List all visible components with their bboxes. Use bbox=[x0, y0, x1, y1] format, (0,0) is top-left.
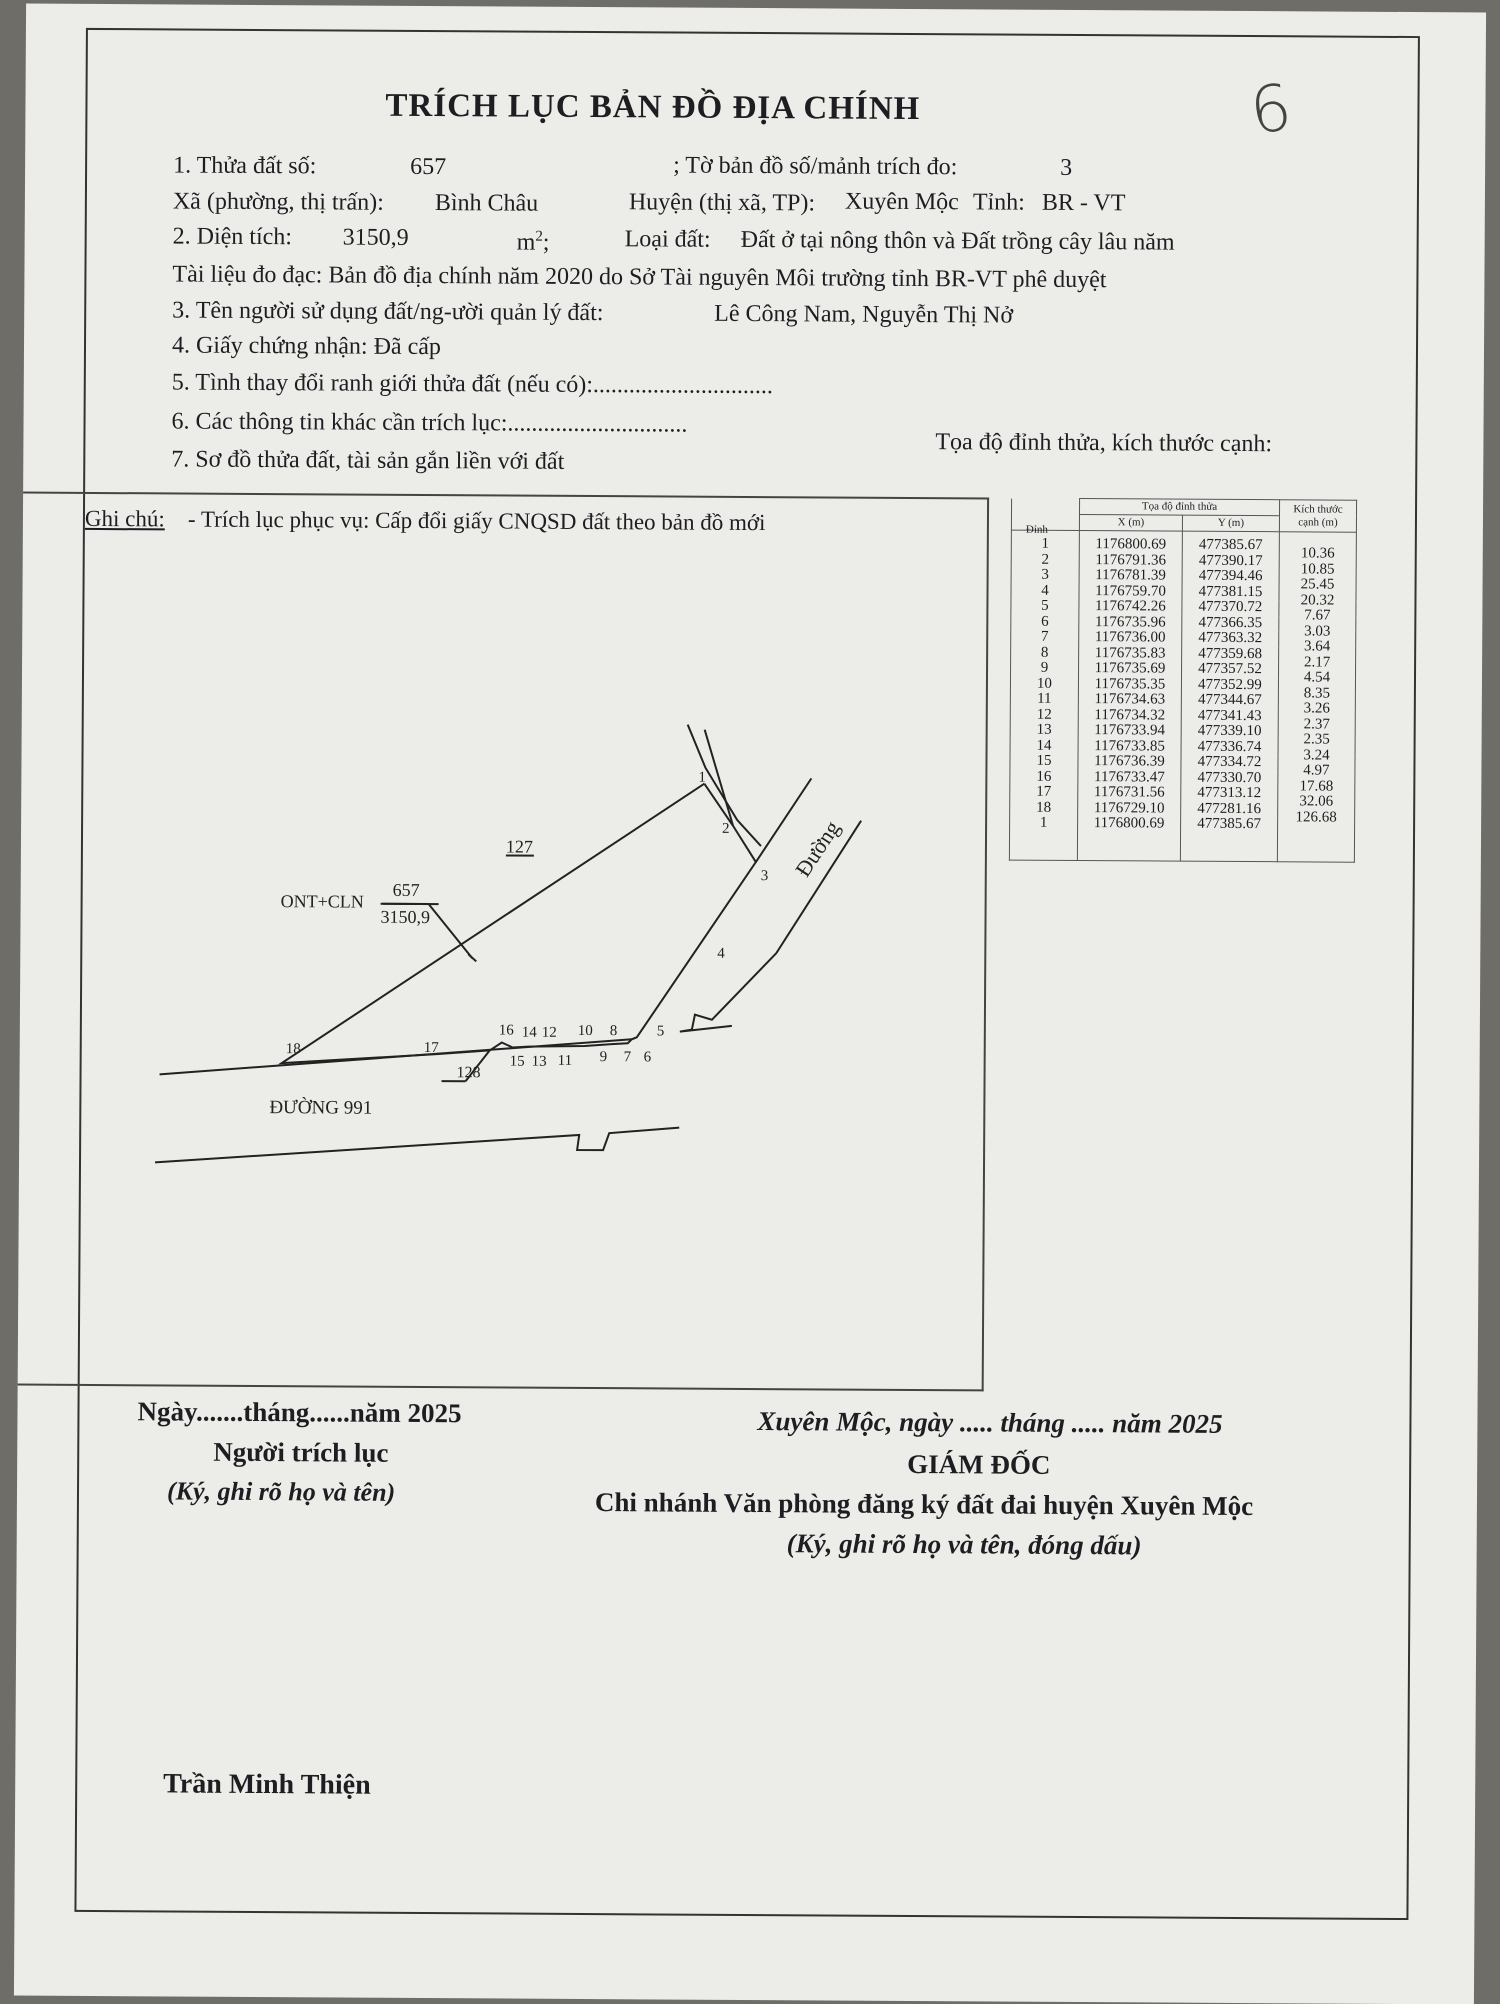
edge-length-cell: 32.06 bbox=[1278, 794, 1355, 810]
vertex-cell: 15 bbox=[1010, 754, 1078, 770]
y-coordinate-cell: 477359.68 bbox=[1182, 646, 1279, 662]
vertex-cell: 8 bbox=[1011, 645, 1079, 661]
vertex-cell: 7 bbox=[1011, 630, 1079, 646]
vertex-label: 15 bbox=[510, 1054, 525, 1070]
y-coordinate-cell: 477385.67 bbox=[1182, 531, 1279, 554]
page-title: TRÍCH LỤC BẢN ĐỒ ĐỊA CHÍNH bbox=[385, 88, 920, 128]
edge-length-cell: 8.35 bbox=[1278, 686, 1355, 702]
vertex-label: 1 bbox=[698, 770, 706, 786]
signer-name: Trần Minh Thiện bbox=[163, 1768, 371, 1801]
x-coordinate-cell: 1176800.69 bbox=[1079, 531, 1182, 554]
y-coordinate-cell: 477281.16 bbox=[1181, 801, 1278, 817]
map-sheet-label: ; Tờ bản đồ số/mảnh trích đo: bbox=[673, 153, 957, 182]
edge-length-cell: 4.97 bbox=[1278, 763, 1355, 779]
note-label: Ghi chú: bbox=[85, 506, 165, 532]
certificate-status: 4. Giấy chứng nhận: Đã cấp bbox=[172, 332, 441, 361]
y-coordinate-cell: 477363.32 bbox=[1182, 631, 1279, 647]
vertex-label: 9 bbox=[600, 1049, 608, 1065]
vertex-cell: 18 bbox=[1010, 800, 1078, 816]
vertex-cell: 1 bbox=[1011, 530, 1079, 552]
parcel-number: 657 bbox=[410, 154, 446, 181]
area-value: 3150,9 bbox=[343, 224, 409, 251]
vertex-label: 18 bbox=[286, 1041, 301, 1057]
table-group-header: Tọa độ đỉnh thửa bbox=[1079, 499, 1279, 516]
y-coordinate-cell: 477394.46 bbox=[1182, 569, 1279, 585]
land-type-label: Loại đất: bbox=[625, 226, 711, 254]
edge-length-cell: 7.67 bbox=[1279, 608, 1356, 624]
parcel-number-label-map: 657 bbox=[393, 880, 420, 900]
other-info: 6. Các thông tin khác cần trích lục:.............................. bbox=[171, 408, 687, 438]
vertex-cell: 11 bbox=[1010, 692, 1078, 708]
y-coordinate-cell: 477344.67 bbox=[1181, 693, 1278, 709]
vertex-cell: 14 bbox=[1010, 738, 1078, 754]
y-coordinate-cell: 477352.99 bbox=[1181, 677, 1278, 693]
y-coordinate-cell: 477341.43 bbox=[1181, 708, 1278, 724]
side-road-tick bbox=[468, 954, 476, 961]
area-label: 2. Diện tích: bbox=[173, 223, 292, 251]
side-road-east-edge bbox=[680, 820, 861, 1033]
x-coordinate-cell: 1176729.10 bbox=[1078, 800, 1181, 816]
edge-length-cell: 17.68 bbox=[1278, 779, 1355, 795]
edge-length-cell: 4.54 bbox=[1278, 670, 1355, 686]
vertex-coordinate-table bbox=[1009, 498, 1357, 863]
area-unit: $m^2$; bbox=[517, 229, 550, 257]
vertex-cell: 2 bbox=[1011, 552, 1079, 568]
y-coordinate-cell: 477339.10 bbox=[1181, 724, 1278, 740]
x-coordinate-cell: 1176742.26 bbox=[1079, 599, 1182, 615]
y-coordinate-cell: 477381.15 bbox=[1182, 584, 1279, 600]
x-coordinate-cell: 1176759.70 bbox=[1079, 584, 1182, 600]
x-coordinate-cell: 1176735.96 bbox=[1079, 615, 1182, 631]
vertex-label: 7 bbox=[624, 1049, 632, 1065]
x-coordinate-cell: 1176735.83 bbox=[1079, 646, 1182, 662]
right-date: Xuyên Mộc, ngày ..... tháng ..... năm 2025 bbox=[757, 1406, 1222, 1440]
parcel-number-label: 1. Thửa đất số: bbox=[173, 152, 316, 180]
side-road-west-edge-2 bbox=[704, 730, 734, 826]
vertex-cell: 6 bbox=[1011, 614, 1079, 630]
x-coordinate-cell: 1176735.35 bbox=[1078, 677, 1181, 693]
edge-length-cell: 2.37 bbox=[1278, 717, 1355, 733]
table-header-vertex: Đỉnh bbox=[1026, 524, 1048, 536]
parcel-area-label-map: 3150,9 bbox=[380, 907, 430, 927]
district-label: Huyện (thị xã, TP): bbox=[629, 189, 815, 217]
edge-length-cell: 3.24 bbox=[1278, 748, 1355, 764]
x-coordinate-cell: 1176791.36 bbox=[1079, 553, 1182, 569]
side-road-label: Đường bbox=[790, 816, 845, 881]
left-date: Ngày.......tháng......năm 2025 bbox=[137, 1396, 461, 1429]
y-coordinate-cell: 477357.52 bbox=[1182, 662, 1279, 678]
vertex-label: 12 bbox=[542, 1025, 557, 1041]
commune-value: Bình Châu bbox=[435, 190, 539, 218]
edge-length-cell: 3.64 bbox=[1279, 639, 1356, 655]
y-coordinate-cell: 477336.74 bbox=[1181, 739, 1278, 755]
vertex-cell: 1 bbox=[1009, 816, 1077, 860]
table-header-x: X (m) bbox=[1079, 515, 1182, 532]
x-coordinate-cell: 1176800.69 bbox=[1077, 816, 1180, 861]
vertex-label: 8 bbox=[610, 1023, 618, 1039]
neighbor-parcel-128: 128 bbox=[457, 1064, 481, 1081]
district-value: Xuyên Mộc bbox=[845, 189, 959, 217]
y-coordinate-cell: 477390.17 bbox=[1182, 553, 1279, 569]
vertex-label: 10 bbox=[578, 1023, 593, 1039]
vertex-label: 17 bbox=[424, 1040, 440, 1056]
y-coordinate-cell: 477313.12 bbox=[1181, 786, 1278, 802]
vertex-cell: 17 bbox=[1010, 785, 1078, 801]
vertex-label: 3 bbox=[761, 868, 769, 884]
province-label: Tỉnh: bbox=[973, 189, 1025, 216]
right-sign-note: (Ký, ghi rõ họ và tên, đóng dấu) bbox=[787, 1528, 1142, 1561]
road-991-south-edge bbox=[155, 1124, 679, 1165]
owner-label: 3. Tên người sử dụng đất/ng-ười quản lý đất: bbox=[172, 297, 603, 327]
cadastral-extract-sheet bbox=[14, 4, 1486, 2004]
vertex-label: 16 bbox=[499, 1022, 515, 1038]
road-991-label: ĐƯỜNG 991 bbox=[269, 1096, 372, 1119]
vertex-cell: 3 bbox=[1011, 568, 1079, 584]
parcel-boundary bbox=[282, 781, 757, 1066]
office-name: Chi nhánh Văn phòng đăng ký đất đai huyện Xuyên Mộc bbox=[595, 1487, 1253, 1522]
edge-length-cell: 20.32 bbox=[1279, 593, 1356, 609]
handwritten-page-mark: 6 bbox=[1246, 71, 1296, 150]
land-type-value: Đất ở tại nông thôn và Đất trồng cây lâu năm bbox=[741, 227, 1175, 257]
table-row bbox=[1011, 530, 1356, 554]
table-header-length: Kích thước cạnh (m) bbox=[1279, 500, 1356, 532]
vertex-cell: 5 bbox=[1011, 599, 1079, 615]
y-coordinate-cell: 477385.67 bbox=[1180, 817, 1277, 862]
vertex-label: 6 bbox=[644, 1049, 652, 1065]
vertex-label: 4 bbox=[717, 946, 725, 962]
edge-length-cell: 2.17 bbox=[1279, 655, 1356, 671]
x-coordinate-cell: 1176733.94 bbox=[1078, 723, 1181, 739]
vertex-label: 5 bbox=[657, 1023, 665, 1039]
x-coordinate-cell: 1176781.39 bbox=[1079, 568, 1182, 584]
map-sheet-number: 3 bbox=[1060, 155, 1072, 182]
parcel-sketch-map bbox=[18, 4, 1006, 1380]
x-coordinate-cell: 1176733.85 bbox=[1078, 738, 1181, 754]
left-role: Người trích lục bbox=[213, 1437, 388, 1469]
y-coordinate-cell: 477334.72 bbox=[1181, 755, 1278, 771]
x-coordinate-cell: 1176736.39 bbox=[1078, 754, 1181, 770]
left-sign-note: (Ký, ghi rõ họ và tên) bbox=[167, 1476, 395, 1507]
y-coordinate-cell: 477366.35 bbox=[1182, 615, 1279, 631]
parcel-land-code: ONT+CLN bbox=[281, 891, 364, 912]
edge-length-cell: 126.68 bbox=[1278, 810, 1355, 826]
commune-label: Xã (phường, thị trấn): bbox=[173, 188, 384, 216]
vertex-cell: 10 bbox=[1010, 676, 1078, 692]
edge-length-cell: 2.35 bbox=[1278, 732, 1355, 748]
note-text: - Trích lục phục vụ: Cấp đổi giấy CNQSD đất theo bản đồ mới bbox=[188, 507, 766, 537]
vertex-cell: 13 bbox=[1010, 723, 1078, 739]
coordinates-heading: Tọa độ đỉnh thửa, kích thước cạnh: bbox=[935, 429, 1272, 458]
vertex-label: 13 bbox=[532, 1054, 547, 1070]
x-coordinate-cell: 1176735.69 bbox=[1079, 661, 1182, 677]
x-coordinate-cell: 1176734.63 bbox=[1078, 692, 1181, 708]
x-coordinate-cell: 1176731.56 bbox=[1078, 785, 1181, 801]
owner-names: Lê Công Nam, Nguyễn Thị Nở bbox=[714, 301, 1013, 330]
vertex-cell: 16 bbox=[1010, 769, 1078, 785]
sketch-label: 7. Sơ đồ thửa đất, tài sản gắn liền với đất bbox=[171, 446, 564, 475]
x-coordinate-cell: 1176734.32 bbox=[1078, 708, 1181, 724]
x-coordinate-cell: 1176733.47 bbox=[1078, 769, 1181, 785]
vertex-label: 11 bbox=[558, 1053, 573, 1069]
vertex-cell: 9 bbox=[1011, 661, 1079, 677]
x-coordinate-cell: 1176736.00 bbox=[1079, 630, 1182, 646]
vertex-cell: 4 bbox=[1011, 583, 1079, 599]
survey-source: Tài liệu đo đạc: Bản đồ địa chính năm 2020 do Sở Tài nguyên Môi trường tỉnh BR-VT phê duyệt bbox=[172, 261, 1106, 294]
edge-length-cell: 3.03 bbox=[1279, 624, 1356, 640]
y-coordinate-cell: 477370.72 bbox=[1182, 600, 1279, 616]
vertex-label: 2 bbox=[722, 821, 730, 837]
boundary-change: 5. Tình thay đổi ranh giới thửa đất (nếu có):.............................. bbox=[172, 369, 773, 400]
edge-length-cell: 3.26 bbox=[1278, 701, 1355, 717]
director-title: GIÁM ĐỐC bbox=[907, 1449, 1050, 1481]
vertex-cell: 12 bbox=[1010, 707, 1078, 723]
edge-length-cell bbox=[1277, 825, 1354, 869]
neighbor-parcel-127: 127 bbox=[506, 837, 533, 857]
y-coordinate-cell: 477330.70 bbox=[1181, 770, 1278, 786]
table-header-y: Y (m) bbox=[1182, 515, 1279, 532]
province-value: BR - VT bbox=[1042, 190, 1126, 218]
edge-length-cell: 10.85 bbox=[1279, 562, 1356, 578]
edge-length-cell: 25.45 bbox=[1279, 577, 1356, 593]
vertex-label: 14 bbox=[522, 1025, 538, 1041]
edge-length-cell: 10.36 bbox=[1279, 540, 1356, 562]
